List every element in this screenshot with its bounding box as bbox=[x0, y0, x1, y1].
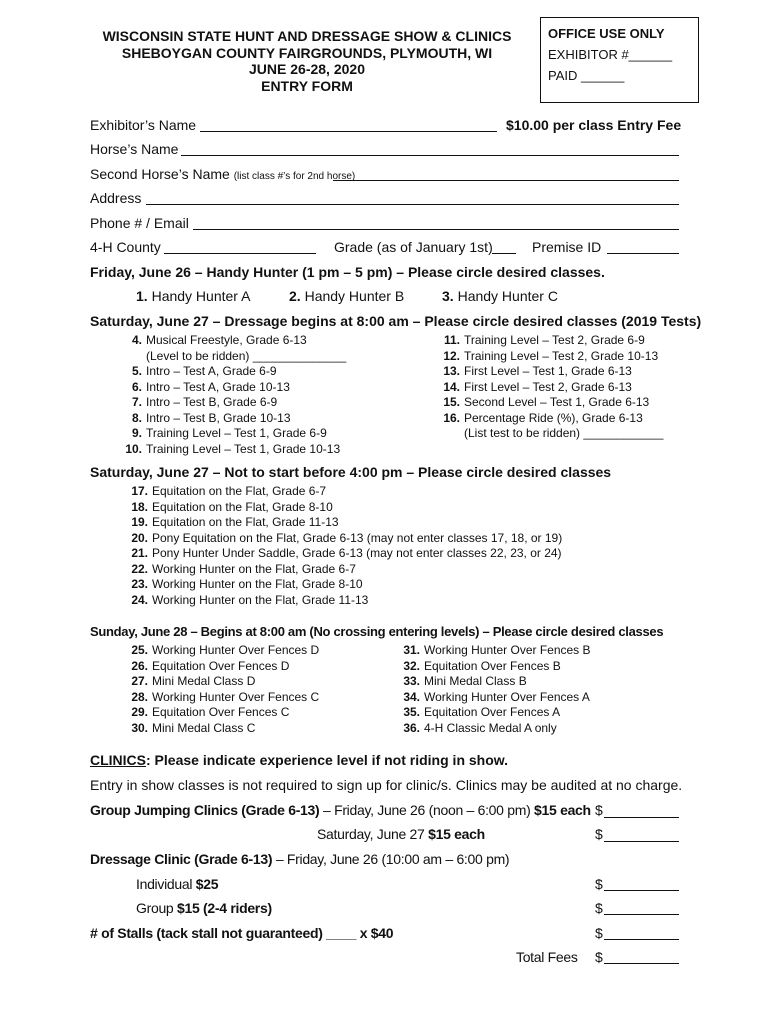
class-number: 8. bbox=[131, 410, 142, 425]
class-name: Percentage Ride (%), Grade 6-13 bbox=[464, 410, 643, 425]
class-number: 12. bbox=[443, 348, 460, 363]
header-line2: SHEBOYGAN COUNTY FAIRGROUNDS, PLYMOUTH, WI bbox=[121, 44, 493, 61]
class-name: Training Level – Test 2, Grade 10-13 bbox=[464, 348, 659, 363]
jumping-sat-price: $15 each bbox=[428, 826, 485, 842]
class-name: Working Hunter Over Fences B bbox=[424, 643, 591, 657]
office-use-box bbox=[540, 17, 699, 103]
group-label: Group bbox=[136, 900, 177, 916]
list-item[interactable] bbox=[398, 690, 591, 706]
class-number: 4. bbox=[131, 333, 142, 347]
class-name: Second Level – Test 1, Grade 6-13 bbox=[464, 395, 650, 409]
list-item[interactable] bbox=[438, 426, 663, 442]
stalls-label: # of Stalls (tack stall not guaranteed) bbox=[90, 925, 323, 941]
jumping-fri-amount-field[interactable] bbox=[604, 817, 679, 818]
class-number: 10. bbox=[125, 441, 142, 456]
friday-heading: Friday, June 26 – Handy Hunter (1 pm – 5 pm) – Please circle desired classes. bbox=[90, 264, 605, 280]
class-number: 5. bbox=[131, 364, 142, 378]
clinics-heading bbox=[90, 752, 508, 768]
list-item[interactable] bbox=[126, 705, 319, 721]
entry-fee-note: $10.00 per class Entry Fee bbox=[506, 117, 682, 133]
sat-dressage-heading: Saturday, June 27 – Dressage begins at 8:00 am – Please circle desired classes (2019 Tests) bbox=[90, 313, 702, 329]
class-name: Equitation Over Fences B bbox=[424, 658, 561, 673]
list-item[interactable] bbox=[126, 690, 319, 706]
second-horse-field[interactable] bbox=[333, 180, 679, 181]
individual-amount-field[interactable] bbox=[604, 890, 679, 891]
class-name: Mini Medal Class D bbox=[152, 674, 256, 688]
list-item[interactable] bbox=[120, 364, 346, 380]
class-name: Handy Hunter A bbox=[151, 288, 251, 304]
class-name: Intro – Test A, Grade 10-13 bbox=[146, 379, 290, 394]
exhibitor-name-label: Exhibitor’s Name bbox=[90, 117, 197, 133]
list-item[interactable] bbox=[120, 395, 346, 411]
jumping-sat-date: Saturday, June 27 bbox=[317, 826, 429, 842]
clinics-note: Entry in show classes is not required to sign up for clinic/s. Clinics may be audited at no charge. bbox=[90, 777, 683, 793]
clinics-heading-label: CLINICS bbox=[90, 752, 146, 768]
second-horse-label bbox=[90, 166, 355, 182]
class-name: Equitation Over Fences C bbox=[152, 705, 290, 719]
address-label: Address bbox=[90, 190, 142, 206]
list-item[interactable] bbox=[120, 333, 346, 349]
class-number: 20. bbox=[131, 530, 148, 545]
class-name: Mini Medal Class C bbox=[152, 720, 256, 735]
list-item[interactable] bbox=[126, 593, 562, 609]
class-name: Intro – Test A, Grade 6-9 bbox=[146, 364, 277, 378]
jumping-sat-amount-field[interactable] bbox=[604, 841, 679, 842]
list-item[interactable] bbox=[398, 674, 591, 690]
class-name: Pony Hunter Under Saddle, Grade 6-13 (may not enter classes 22, 23, or 24) bbox=[152, 546, 562, 560]
dressage-clinic-date: – Friday, June 26 (10:00 am – 6:00 pm) bbox=[272, 851, 510, 867]
jumping-clinic-row bbox=[90, 802, 591, 818]
jumping-sat-row bbox=[317, 826, 485, 842]
class-number: 13. bbox=[443, 364, 460, 378]
premise-label: Premise ID bbox=[532, 239, 602, 255]
class-number: 34. bbox=[403, 689, 420, 704]
class-name: Working Hunter on the Flat, Grade 8-10 bbox=[152, 577, 363, 591]
list-item[interactable] bbox=[120, 349, 346, 365]
class-name: Equitation on the Flat, Grade 6-7 bbox=[152, 484, 327, 498]
class-number: 1. bbox=[136, 288, 148, 304]
group-amount-field[interactable] bbox=[604, 914, 679, 915]
list-item[interactable] bbox=[126, 531, 562, 547]
horse-name-label: Horse’s Name bbox=[90, 141, 179, 157]
dressage-left-list bbox=[120, 333, 346, 457]
class-name: Musical Freestyle, Grade 6-13 bbox=[146, 333, 307, 347]
class-number: 26. bbox=[131, 658, 148, 673]
sunday-left-list bbox=[126, 643, 319, 736]
list-item[interactable] bbox=[438, 380, 663, 396]
class-number: 7. bbox=[131, 395, 142, 409]
list-item[interactable] bbox=[126, 643, 319, 659]
group-row bbox=[136, 900, 272, 916]
total-fees-label: Total Fees bbox=[516, 949, 578, 965]
class-name: Intro – Test B, Grade 6-9 bbox=[146, 395, 278, 409]
office-paid: PAID ______ bbox=[548, 68, 625, 83]
class-number: 15. bbox=[443, 395, 460, 409]
individual-label: Individual bbox=[136, 876, 196, 892]
class-number: 21. bbox=[131, 546, 148, 560]
class-number: 6. bbox=[131, 379, 142, 394]
class-name: Training Level – Test 1, Grade 6-9 bbox=[146, 426, 327, 440]
class-number: 16. bbox=[443, 410, 460, 425]
class-number: 2. bbox=[289, 288, 301, 304]
individual-price: $25 bbox=[195, 876, 219, 892]
list-item[interactable] bbox=[126, 674, 319, 690]
class-name: Pony Equitation on the Flat, Grade 6-13 (may not enter classes 17, 18, or 19) bbox=[152, 530, 563, 545]
list-item[interactable] bbox=[120, 426, 346, 442]
clinics-heading-rest: : Please indicate experience level if not riding in show. bbox=[146, 752, 509, 768]
class-number: 18. bbox=[131, 499, 148, 514]
group-price: $15 (2-4 riders) bbox=[177, 900, 272, 916]
class-number: 31. bbox=[403, 643, 420, 657]
class-number: 23. bbox=[131, 577, 148, 591]
second-horse-text: Second Horse’s Name bbox=[90, 166, 230, 182]
class-name: (List test to be ridden) ____________ bbox=[464, 426, 664, 440]
dollar-sign: $ bbox=[595, 949, 603, 965]
dollar-sign: $ bbox=[595, 802, 603, 818]
dressage-clinic-row bbox=[90, 851, 509, 867]
dollar-sign: $ bbox=[595, 925, 603, 941]
list-item[interactable] bbox=[120, 380, 346, 396]
class-name: First Level – Test 1, Grade 6-13 bbox=[464, 364, 632, 378]
individual-row bbox=[136, 876, 218, 892]
sunday-right-list bbox=[398, 643, 591, 736]
list-item[interactable] bbox=[398, 643, 591, 659]
class-name: (Level to be ridden) ______________ bbox=[146, 348, 347, 363]
stalls-amount-field[interactable] bbox=[604, 939, 679, 940]
horse-name-field[interactable] bbox=[181, 155, 679, 156]
list-item[interactable] bbox=[126, 659, 319, 675]
class-name: Working Hunter Over Fences C bbox=[152, 689, 320, 704]
list-item[interactable] bbox=[438, 364, 663, 380]
premise-field[interactable] bbox=[607, 253, 679, 254]
list-item[interactable] bbox=[398, 659, 591, 675]
sat-hunt-heading: Saturday, June 27 – Not to start before 4:00 pm – Please circle desired classes bbox=[90, 464, 612, 480]
list-item[interactable] bbox=[120, 411, 346, 427]
jumping-clinic-price: $15 each bbox=[534, 802, 591, 818]
list-item[interactable] bbox=[126, 515, 562, 531]
county-label: 4-H County bbox=[90, 239, 161, 255]
class-name: Training Level – Test 2, Grade 6-9 bbox=[464, 333, 645, 347]
class-number: 3. bbox=[442, 288, 454, 304]
grade-label: Grade (as of January 1st) bbox=[334, 239, 493, 255]
list-item[interactable] bbox=[438, 349, 663, 365]
form-title bbox=[82, 28, 532, 94]
header-line4: ENTRY FORM bbox=[261, 77, 353, 94]
class-name: Handy Hunter B bbox=[304, 288, 405, 304]
dollar-sign: $ bbox=[595, 826, 603, 842]
class-number: 29. bbox=[131, 705, 148, 719]
class-number: 11. bbox=[443, 333, 460, 347]
jumping-clinic-title: Group Jumping Clinics (Grade 6-13) bbox=[90, 802, 320, 818]
class-number: 25. bbox=[131, 643, 148, 657]
list-item[interactable] bbox=[120, 442, 346, 458]
phone-email-label: Phone # / Email bbox=[90, 215, 189, 231]
address-field[interactable] bbox=[146, 204, 679, 205]
jumping-clinic-date: – Friday, June 26 (noon – 6:00 pm) bbox=[319, 802, 535, 818]
class-number: 9. bbox=[131, 426, 142, 440]
class-number: 24. bbox=[131, 592, 148, 607]
hunt-list bbox=[126, 484, 562, 608]
friday-class-2[interactable] bbox=[289, 288, 404, 304]
class-number: 30. bbox=[131, 720, 148, 735]
friday-class-1[interactable] bbox=[136, 288, 250, 304]
class-name: 4-H Classic Medal A only bbox=[424, 720, 557, 735]
total-fees-field[interactable] bbox=[604, 963, 679, 964]
second-horse-note: (list class #’s for 2nd horse) bbox=[233, 171, 356, 182]
class-name: Working Hunter Over Fences D bbox=[152, 643, 320, 657]
class-name: Equitation Over Fences A bbox=[424, 705, 561, 719]
class-name: Working Hunter on the Flat, Grade 6-7 bbox=[152, 561, 356, 576]
class-number: 36. bbox=[403, 720, 420, 735]
list-item[interactable] bbox=[398, 705, 591, 721]
friday-class-3[interactable] bbox=[442, 288, 558, 304]
class-number: 17. bbox=[131, 484, 148, 498]
dressage-right-list bbox=[438, 333, 663, 442]
list-item[interactable] bbox=[126, 562, 562, 578]
office-exhibitor: EXHIBITOR #______ bbox=[548, 47, 673, 62]
class-name: Equitation on the Flat, Grade 11-13 bbox=[152, 515, 339, 529]
class-number: 27. bbox=[131, 674, 148, 688]
list-item[interactable] bbox=[126, 721, 319, 737]
class-name: Training Level – Test 1, Grade 10-13 bbox=[146, 441, 341, 456]
class-name: Working Hunter Over Fences A bbox=[424, 689, 590, 704]
list-item[interactable] bbox=[126, 577, 562, 593]
stalls-price: ____ x $40 bbox=[326, 925, 394, 941]
class-number: 14. bbox=[443, 379, 460, 394]
class-name: Equitation Over Fences D bbox=[152, 658, 290, 673]
class-name: Intro – Test B, Grade 10-13 bbox=[146, 410, 291, 425]
phone-email-field[interactable] bbox=[193, 229, 679, 230]
sunday-heading: Sunday, June 28 – Begins at 8:00 am (No crossing entering levels) – Please circle desired classes bbox=[90, 624, 664, 639]
class-name: Working Hunter on the Flat, Grade 11-13 bbox=[152, 592, 369, 607]
list-item[interactable] bbox=[126, 500, 562, 516]
dollar-sign: $ bbox=[595, 876, 603, 892]
list-item[interactable] bbox=[438, 411, 663, 427]
class-number: 32. bbox=[403, 658, 420, 673]
list-item[interactable] bbox=[398, 721, 591, 737]
county-field[interactable] bbox=[164, 253, 316, 254]
class-number: 19. bbox=[131, 515, 148, 529]
header-line1: WISCONSIN STATE HUNT AND DRESSAGE SHOW & CLINICS bbox=[102, 28, 512, 44]
class-number: 35. bbox=[403, 705, 420, 719]
class-number: 33. bbox=[403, 674, 420, 688]
list-item[interactable] bbox=[438, 395, 663, 411]
class-number: 22. bbox=[131, 561, 148, 576]
office-title: OFFICE USE ONLY bbox=[548, 26, 665, 41]
list-item[interactable] bbox=[126, 546, 562, 562]
dressage-clinic-title: Dressage Clinic (Grade 6-13) bbox=[90, 851, 273, 867]
class-name: Handy Hunter C bbox=[457, 288, 558, 304]
class-name: Mini Medal Class B bbox=[424, 674, 527, 688]
header-line3: JUNE 26-28, 2020 bbox=[249, 61, 365, 77]
grade-field[interactable] bbox=[492, 253, 516, 254]
exhibitor-name-field[interactable] bbox=[200, 131, 497, 132]
dollar-sign: $ bbox=[595, 900, 603, 916]
class-number: 28. bbox=[131, 689, 148, 704]
class-name: First Level – Test 2, Grade 6-13 bbox=[464, 379, 632, 394]
stalls-row bbox=[90, 925, 393, 941]
list-item[interactable] bbox=[126, 484, 562, 500]
list-item[interactable] bbox=[438, 333, 663, 349]
class-name: Equitation on the Flat, Grade 8-10 bbox=[152, 499, 333, 514]
